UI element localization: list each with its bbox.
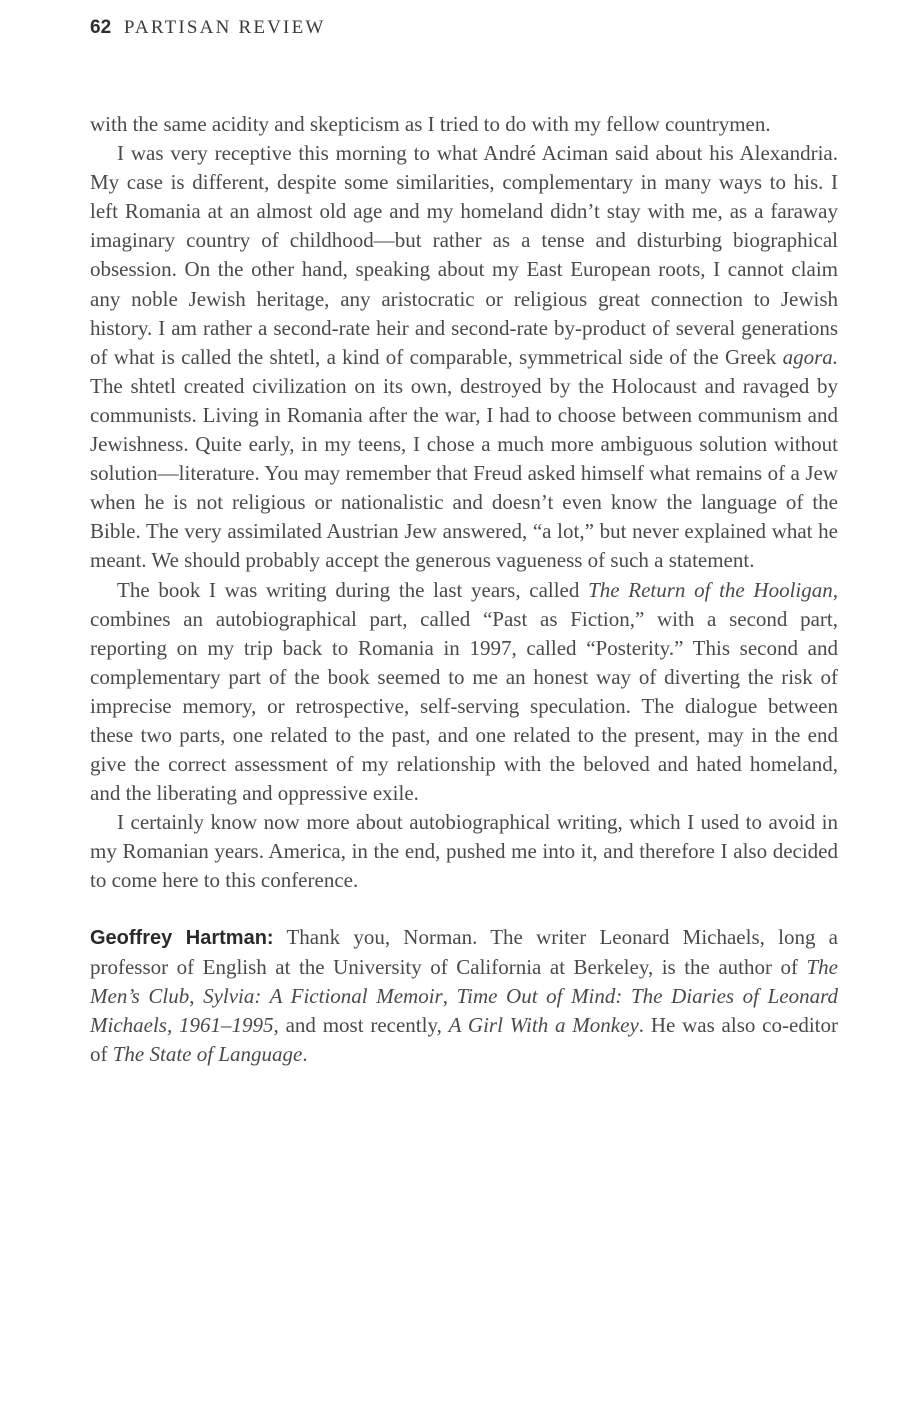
paragraph-autobiographical xyxy=(90,808,838,895)
speech-separator-1: , xyxy=(189,983,204,1008)
book-title-time-out-of-mind: Time Out of Mind: The Diaries of Leonard Michaels, 1961–1995 xyxy=(90,983,839,1037)
body-text xyxy=(90,110,838,1069)
paragraph-4-text: I certainly know now more about autobiographical writing, which I used to avoid in my Romanian years. America, in the end, pushed me into it, and therefore I also decided to come here to this conference. xyxy=(90,810,838,893)
running-head xyxy=(90,17,326,39)
book-title-state-of-language: The State of Language xyxy=(112,1041,303,1066)
book-title-mens-club: The Men’s Club xyxy=(90,954,838,1008)
speech-text-1: Thank you, Norman. The writer Leonard Michaels, long a professor of English at the University of California at Berkeley, is the author of xyxy=(90,924,838,979)
speech-text-4: . xyxy=(302,1041,308,1066)
paragraph-2-text-a: I was very receptive this morning to what André Aciman said about his Alexandria. My case is different, despite some similarities, complementary in many ways to his. I left Romania at an almost old age and my homeland didn’t stay with me, as a faraway imaginary country of childhood—but rather as a tense and disturbing biographical obsession. On the other hand, speaking about my East European roots, I cannot claim any noble Jewish heritage, any aristocratic or religious great connection to Jewish history. I am rather a second-rate heir and second-rate by-product of several generations of what is called the shtetl, a kind of comparable, symmetrical side of the Greek xyxy=(90,141,838,369)
paragraph-3-italic: The Return of the Hooligan, xyxy=(588,577,838,602)
speech-separator-2: , xyxy=(442,983,457,1008)
speaker-paragraph xyxy=(90,923,838,1069)
book-title-girl-with-monkey: A Girl With a Monkey xyxy=(448,1012,639,1037)
speaker-colon: : xyxy=(266,926,274,949)
paragraph-continuation xyxy=(90,110,838,139)
page-number: 62 xyxy=(90,17,112,38)
speaker-name: Geoffrey Hartman xyxy=(90,926,267,949)
paragraph-1-text: with the same acidity and skepticism as I tried to do with my fellow countrymen. xyxy=(90,112,771,136)
paragraph-2-text-b: The shtetl created civilization on its own, destroyed by the Holocaust and ravaged by communists. Living in Romania after the war, I had to choose between communism and Jewishness. Quite early, in my teens, I chose a much more ambiguous solution without solution—literature. You may remember that Freud asked himself what remains of a Jew when he is not religious or nationalistic and doesn’t even know the language of the Bible. The very assimilated Austrian Jew answered, “a lot,” but never explained what he meant. We should probably accept the generous vagueness of such a statement. xyxy=(90,373,838,573)
paragraph-2-italic: agora. xyxy=(782,344,838,369)
paragraph-3-text-a: The book I was writing during the last years, called xyxy=(117,577,589,602)
book-title-sylvia: Sylvia: A Fictional Memoir xyxy=(203,983,443,1008)
speech-text-3: . He was also co-editor of xyxy=(90,1012,838,1066)
paragraph-3-text-b: combines an autobiographical part, called “Past as Fiction,” with a second part, reporting on my trip back to Romania in 1997, called “Posterity.” This second and complementary part of the book seemed to me an honest way of diverting the risk of imprecise memory, or retrospective, self-serving speculation. The dialogue between these two parts, one related to the past, and one related to the present, may in the end give the correct assessment of my relationship with the beloved and hated homeland, and the liberating and oppressive exile. xyxy=(90,606,838,806)
journal-title: PARTISAN REVIEW xyxy=(123,17,326,38)
paragraph-hooligan xyxy=(90,576,838,809)
paragraph-alexandria xyxy=(90,139,838,575)
speech-text-2: , and most recently, xyxy=(273,1012,449,1037)
